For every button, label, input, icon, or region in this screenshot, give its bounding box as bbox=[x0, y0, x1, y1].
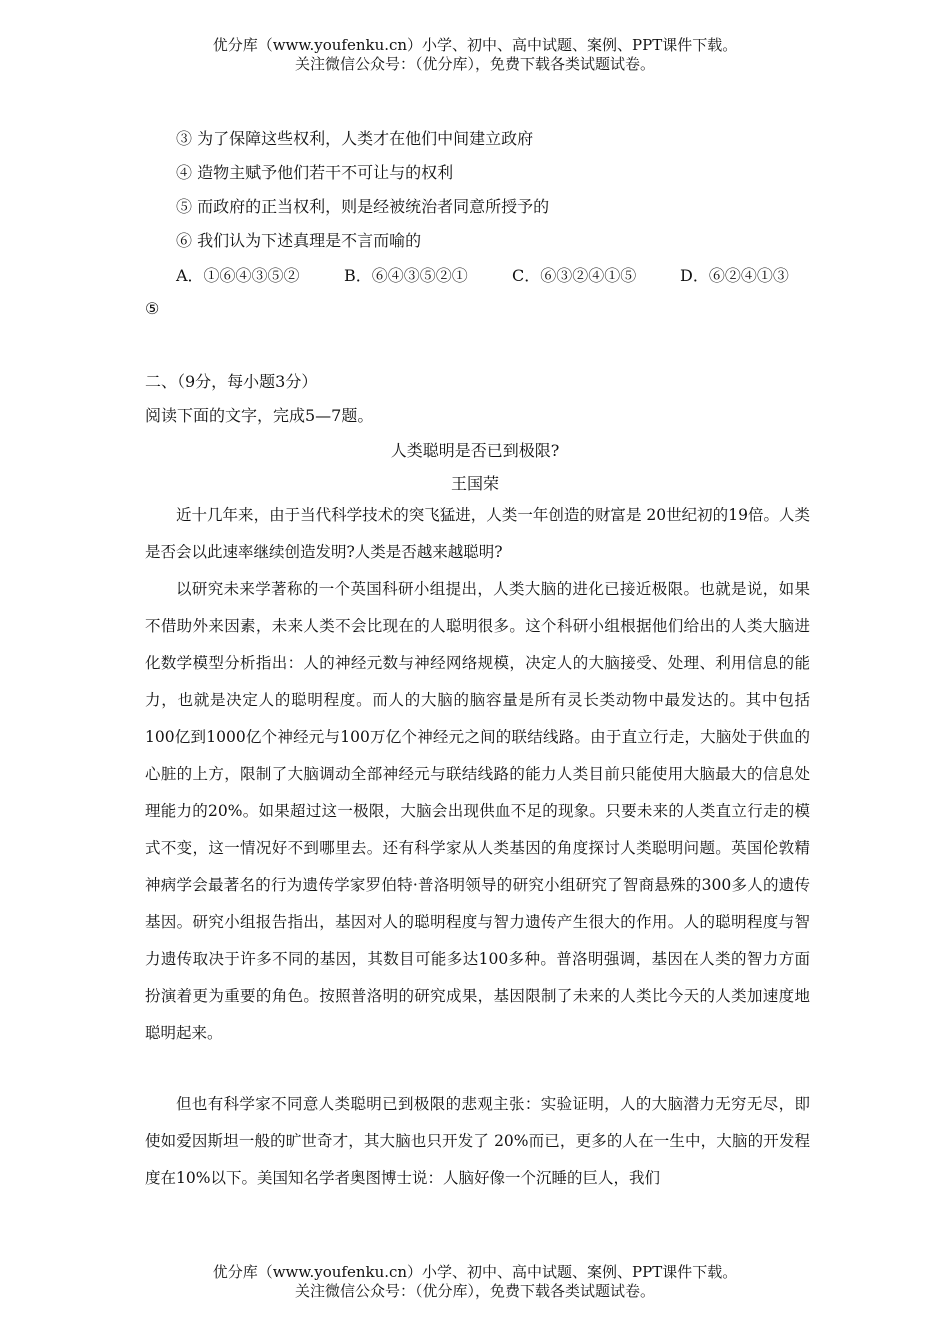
header-line-1: 优分库（www.youfenku.cn）小学、初中、高中试题、案例、PPT课件下载。 bbox=[212, 36, 738, 54]
option-d: D．⑥②④①③ bbox=[680, 266, 789, 285]
footer-line-2: 关注微信公众号：（优分库），免费下载各类试题试卷。 bbox=[294, 1282, 655, 1300]
section-heading: 二、（9分，每小题3分） bbox=[145, 372, 318, 391]
option-b: B．⑥④③⑤②① bbox=[344, 266, 468, 285]
option-a: A．①⑥④③⑤② bbox=[176, 266, 300, 285]
article-paragraph-3: 但也有科学家不同意人类聪明已到极限的悲观主张：实验证明，人的大脑潜力无穷无尽，即使如爱因斯坦一般的旷世奇才，其大脑也只开发了 20%而已，更多的人在一生中，大脑的开发程度在10%以下。美国知名学者奥图博士说：人脑好像一个沉睡的巨人，我们 bbox=[145, 1095, 810, 1187]
article-paragraph-1: 近十几年来，由于当代科学技术的突飞猛进，人类一年创造的财富是 20世纪初的19倍。人类是否会以此速率继续创造发明?人类是否越来越聪明? bbox=[145, 506, 810, 561]
page-header bbox=[0, 36, 950, 74]
header-line-2: 关注微信公众号：（优分库），免费下载各类试题试卷。 bbox=[294, 55, 655, 73]
option-c: C．⑥③②④①⑤ bbox=[512, 266, 637, 285]
article-paragraph-2: 以研究未来学著称的一个英国科研小组提出，人类大脑的进化已接近极限。也就是说，如果不借助外来因素，未来人类不会比现在的人聪明很多。这个科研小组根据他们给出的人类大脑进化数学模型分析指出：人的神经元数与神经网络规模，决定人的大脑接受、处理、利用信息的能力，也就是决定人的聪明程度。而人的大脑的脑容量是所有灵长类动物中最发达的。其中包括100亿到1000亿个神经元与100万亿个神经元之间的联结线路。由于直立行走，大脑处于供血的心脏的上方，限制了大脑调动全部神经元与联结线路的能力人类目前只能使用大脑最大的信息处理能力的20%。如果超过这一极限，大脑会出现供血不足的现象。只要未来的人类直立行走的模式不变，这一情况好不到哪里去。还有科学家从人类基因的角度探讨人类聪明问题。英国伦敦精神病学会最著名的行为遗传学家罗伯特·普洛明领导的研究小组研究了智商悬殊的300多人的遗传基因。研究小组报告指出，基因对人的聪明程度与智力遗传产生很大的作用。人的聪明程度与智力遗传取决于许多不同的基因，其数目可能多达100多种。普洛明强调，基因在人类的智力方面扮演着更为重要的角色。按照普洛明的研究成果，基因限制了未来的人类比今天的人类加速度地聪明起来。 bbox=[145, 580, 810, 1042]
sentence-item-4: ④ 造物主赋予他们若干不可让与的权利 bbox=[176, 163, 454, 182]
section-instruction: 阅读下面的文字，完成5—7题。 bbox=[145, 406, 374, 425]
option-d-wrap: ⑤ bbox=[145, 299, 160, 318]
answer-options bbox=[176, 263, 789, 286]
page-footer bbox=[0, 1263, 950, 1301]
sentence-item-5: ⑤ 而政府的正当权利，则是经被统治者同意所授予的 bbox=[176, 197, 550, 216]
footer-line-1: 优分库（www.youfenku.cn）小学、初中、高中试题、案例、PPT课件下载。 bbox=[212, 1263, 738, 1281]
sentence-item-3: ③ 为了保障这些权利，人类才在他们中间建立政府 bbox=[176, 129, 534, 148]
article-title: 人类聪明是否已到极限? bbox=[390, 441, 560, 460]
article-author: 王国荣 bbox=[450, 474, 499, 493]
sentence-item-6: ⑥ 我们认为下述真理是不言而喻的 bbox=[176, 231, 422, 250]
